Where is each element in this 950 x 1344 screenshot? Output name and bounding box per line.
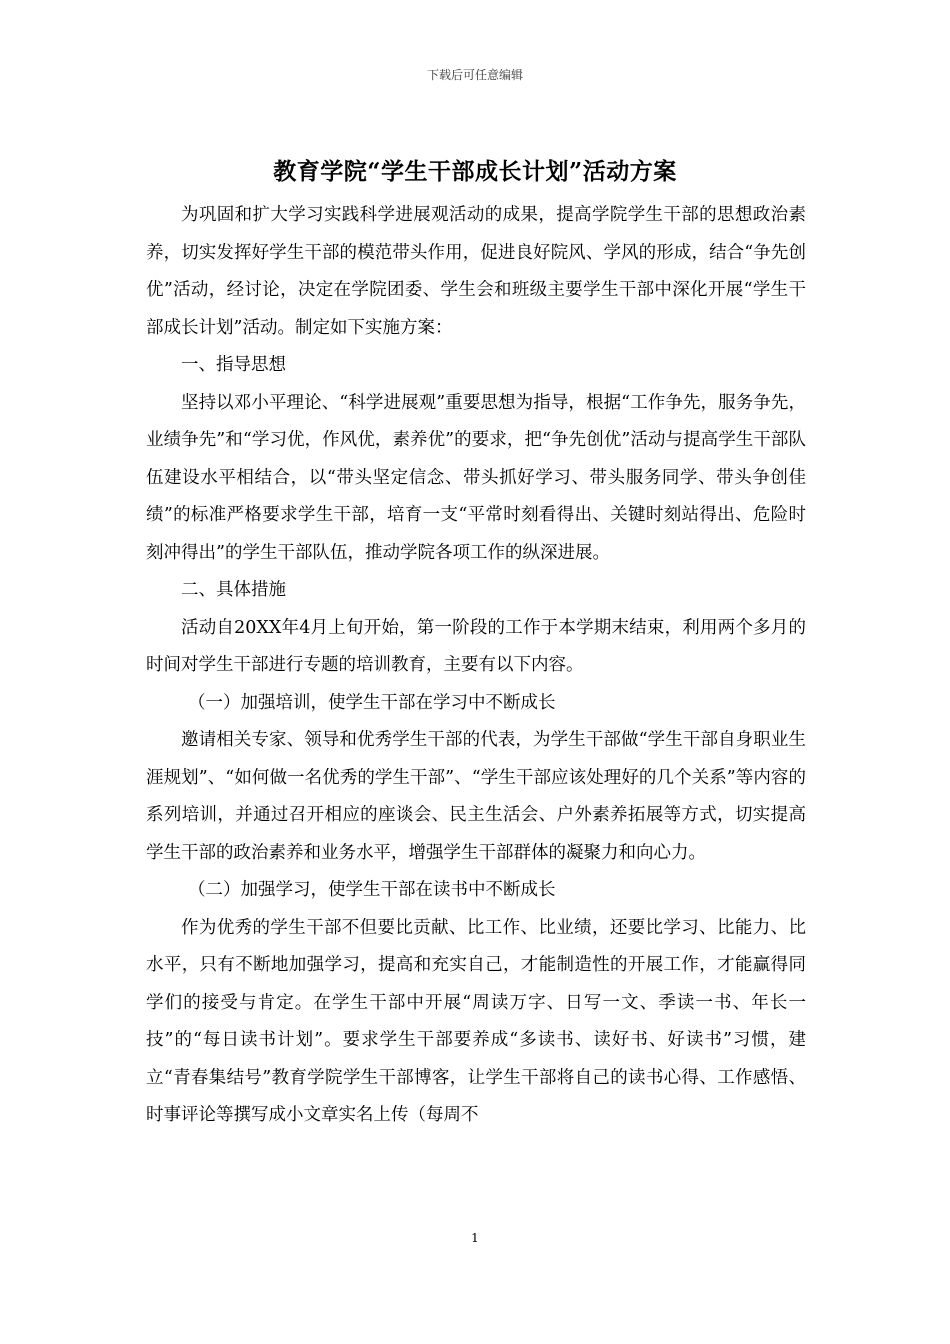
page-header: 下载后可任意编辑 [426, 68, 523, 82]
section-heading-specific-measures: 二、具体措施 [181, 580, 286, 600]
document-body [146, 197, 806, 1135]
document-title: 教育学院“学生干部成长计划”活动方案 [273, 158, 677, 185]
study-paragraph: 作为优秀的学生干部不但要比贡献、比工作、比业绩，还要比学习、比能力、比水平，只有不断地加强学习，提高和充实自己，才能制造性的开展工作，才能赢得同学们的接受与肯定。在学生干部中开展“周读万字、日写一文、季读一书、年长一技”的“每日读书计划”。要求学生干部要养成“多读书、读好书、好读书”习惯，建立“青春集结号”教育学院学生干部博客，让学生干部将自己的读书心得、工作感悟、时事评论等撰写成小文章实名上传（每周不 [146, 917, 806, 1125]
intro-paragraph: 为巩固和扩大学习实践科学进展观活动的成果，提高学院学生干部的思想政治素养，切实发挥好学生干部的模范带头作用，促进良好院风、学风的形成，结合“争先创优”活动，经讨论，决定在学院团委、学生会和班级主要学生干部中深化开展“学生干部成长计划”活动。制定如下实施方案： [146, 205, 806, 338]
subheading-study: （二）加强学习，使学生干部在读书中不断成长 [188, 880, 556, 900]
measures-intro-paragraph: 活动自20XX年4月上旬开始，第一阶段的工作于本学期末结束，利用两个多月的时间对学生干部进行专题的培训教育，主要有以下内容。 [146, 617, 806, 675]
training-paragraph: 邀请相关专家、领导和优秀学生干部的代表，为学生干部做“学生干部自身职业生涯规划”、“如何做一名优秀的学生干部”、“学生干部应该处理好的几个关系”等内容的系列培训，并通过召开相应的座谈会、民主生活会、户外素养拓展等方式，切实提高学生干部的政治素养和业务水平，增强学生干部群体的凝聚力和向心力。 [146, 730, 806, 863]
guiding-ideology-paragraph: 坚持以邓小平理论、“科学进展观”重要思想为指导，根据“工作争先，服务争先，业绩争先”和“学习优，作风优，素养优”的要求，把“争先创优”活动与提高学生干部队伍建设水平相结合，以“带头坚定信念、带头抓好学习、带头服务同学、带头争创佳绩”的标准严格要求学生干部，培育一支“平常时刻看得出、关键时刻站得出、危险时刻冲得出”的学生干部队伍，推动学院各项工作的纵深进展。 [146, 392, 806, 563]
subheading-training: （一）加强培训，使学生干部在学习中不断成长 [188, 692, 556, 713]
section-heading-guiding-ideology: 一、指导思想 [181, 355, 286, 375]
page-number: 1 [471, 1231, 479, 1245]
